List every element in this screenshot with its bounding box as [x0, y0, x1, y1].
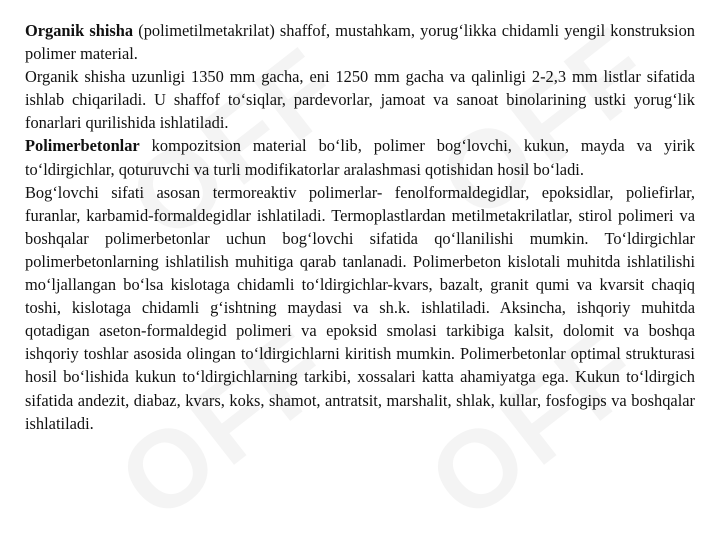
term-organik-shisha: Organik shisha — [25, 21, 134, 40]
term-polimerbetonlar: Polimerbetonlar — [25, 136, 140, 156]
paragraph-text: Bog‘lovchi sifati asosan termoreaktiv polimerlar- fenolformaldegidlar, epoksidlar, poliefirlar, furanlar, karbamid-formaldegidlar ishlatiladi. Termoplastlardan metilmetakrilatlar, stirol polimeri va boshqalar polimerbetonlar uchun bog‘lovchi sifatida qo‘llanilishi mumkin. To‘ldirgichlar polimerbetonlarning ishlatilish muhitiga qarab tanlanadi. Polimerbeton kislotali muhitda ishlatilishi mo‘ljallangan bo‘lsa kislotaga chidamli to‘ldirgichlar-kvars, bazalt, granit qumi va kvarsit chaqiq toshi, kislotaga chidamli g‘ishtning maydasi va sh.k. ishlatiladi. Aksincha, ishqoriy muhitda qotadigan aseton-formaldegid polimeri va epoksid smolasi tarkibiga kalsit, dolomit va boshqa ishqoriy toshlar asosida olingan to‘ldirgichlarni kiritish mumkin. Polimerbetonlar optimal strukturasi hosil bo‘lishida kukun to‘ldirgichlarning tarkibi, xossalari katta ahamiyatga ega. Kukun to‘ldirgich sifatida andezit, diabaz, kvars, koks, shamot, antratsit, marshalit, shlak, kullar, fosfogips va boshqalar ishlatiladi. — [25, 182, 695, 433]
paragraph-text: Organik shisha uzunligi 1350 mm gacha, eni 1250 mm gacha va qalinligi 2-2,3 mm listlar sifatida ishlab chiqariladi. U shaffof to‘siqlar, pardevorlar, jamoat va sanoat binolarining ustki yorug‘lik fonarlari qurilishida ishlatiladi. — [25, 67, 695, 133]
paragraph-text: kompozitsion material bo‘lib, polimer bog‘lovchi, kukun, mayda va yirik to‘ldirgichlar, qoturuvchi va turli modifikatorlar aralashmasi qotishidan hosil bo‘ladi. — [25, 136, 695, 179]
paragraph-organik-shisha-dimensions — [25, 65, 695, 134]
paragraph-text: (polimetilmetakrilat) shaffof, mustahkam, yorug‘likka chidamli yengil konstruksion polimer material. — [25, 21, 696, 64]
paragraph-organik-shisha — [25, 19, 695, 65]
paragraph-polimerbetonlar — [25, 134, 695, 180]
document-body — [25, 19, 695, 435]
paragraph-boglovchi — [25, 181, 695, 435]
